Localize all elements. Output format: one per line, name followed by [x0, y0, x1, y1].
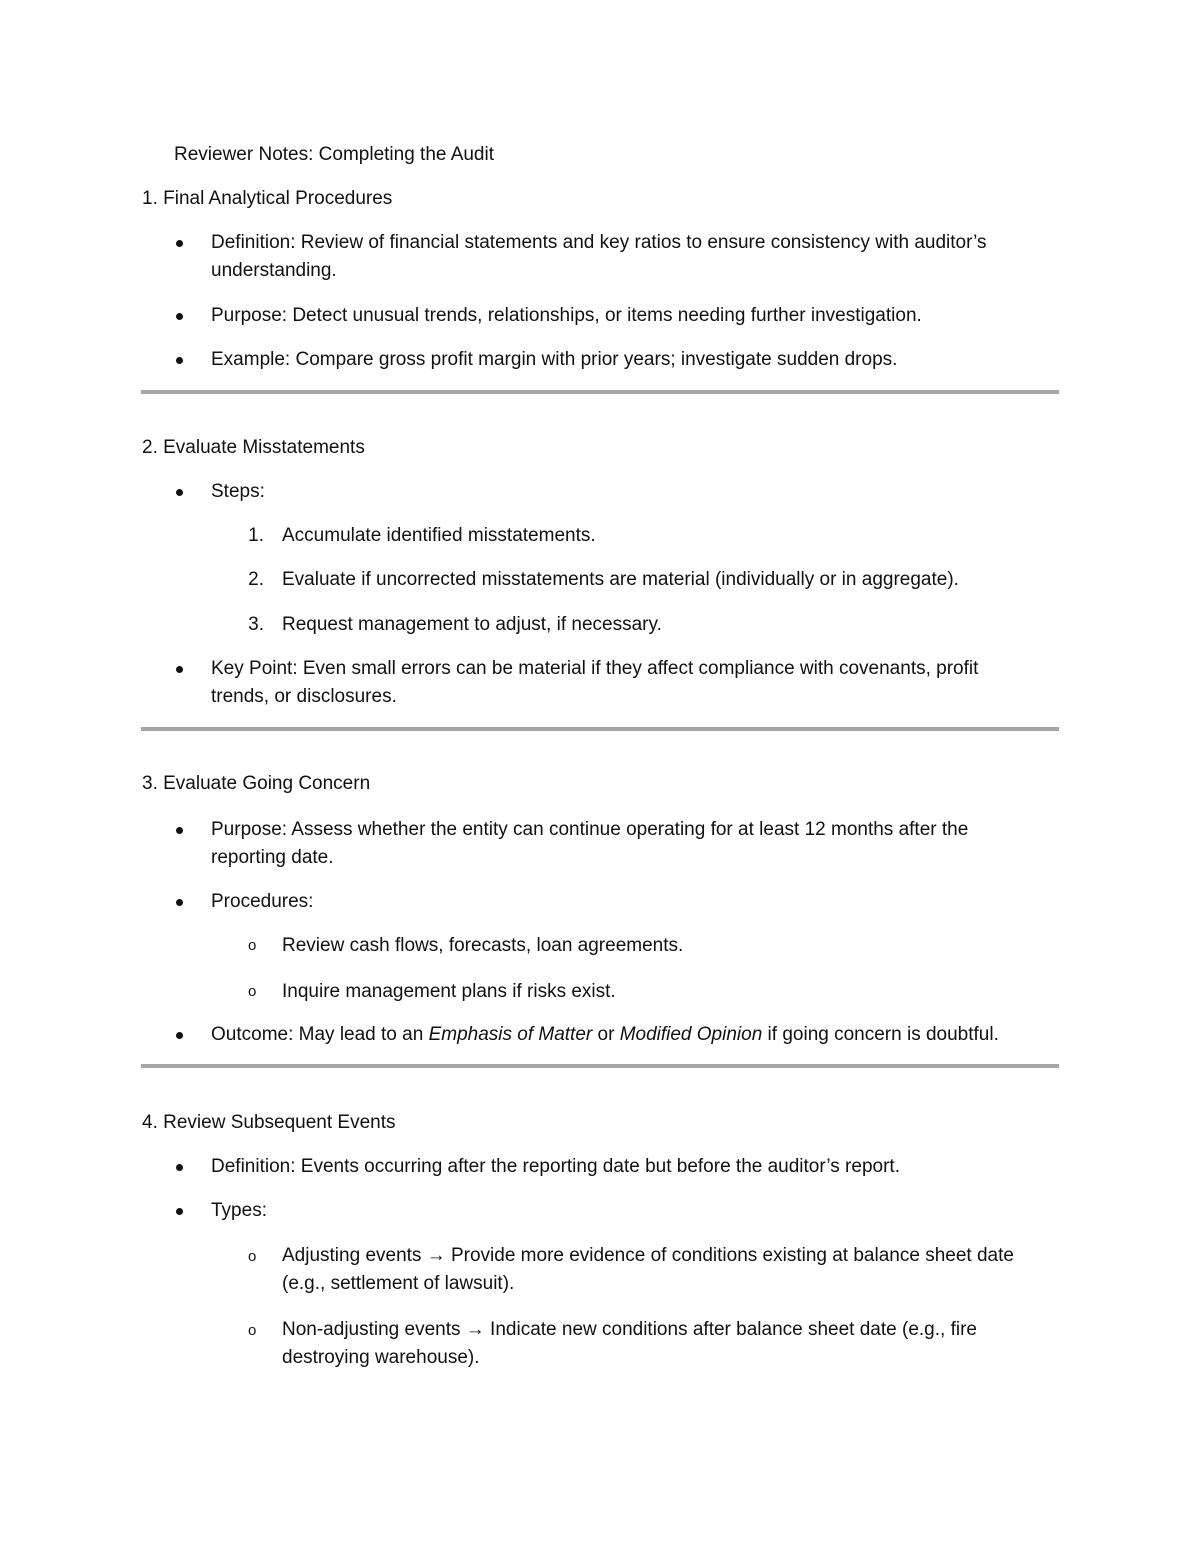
- s2-steps-label: Steps:: [211, 481, 265, 502]
- section-divider: [141, 390, 1059, 394]
- bullet-icon: [176, 1164, 183, 1171]
- bullet-icon: [176, 357, 183, 364]
- s4-types-label: Types:: [211, 1200, 267, 1221]
- bullet-icon: [176, 240, 183, 247]
- section-2-heading: 2. Evaluate Misstatements: [142, 437, 365, 458]
- type-item-line1: Non-adjusting events → Indicate new conditions after balance sheet date (e.g., fire: [282, 1319, 977, 1340]
- circle-bullet-icon: o: [248, 937, 257, 954]
- step-number: 3.: [248, 614, 264, 635]
- procedure-item: Review cash flows, forecasts, loan agreements.: [282, 935, 684, 956]
- s2-keypoint-line1: Key Point: Even small errors can be material if they affect compliance with covenants, profit: [211, 658, 979, 679]
- type-item-line1: Adjusting events → Provide more evidence of conditions existing at balance sheet date: [282, 1245, 1014, 1266]
- s1-definition-line1: Definition: Review of financial statements and key ratios to ensure consistency with auditor’s: [211, 232, 987, 253]
- bullet-icon: [176, 1208, 183, 1215]
- s1-purpose: Purpose: Detect unusual trends, relationships, or items needing further investigation.: [211, 305, 922, 326]
- s3-procedures-label: Procedures:: [211, 891, 314, 912]
- type-item-line2: (e.g., settlement of lawsuit).: [282, 1273, 515, 1294]
- section-divider: [141, 1064, 1059, 1068]
- emphasis-of-matter-term: Emphasis of Matter: [428, 1024, 593, 1045]
- step-text: Request management to adjust, if necessary.: [282, 614, 662, 635]
- circle-bullet-icon: o: [248, 1248, 257, 1265]
- s1-definition-line2: understanding.: [211, 260, 337, 281]
- circle-bullet-icon: o: [248, 1322, 257, 1339]
- section-divider: [141, 727, 1059, 731]
- bullet-icon: [176, 313, 183, 320]
- circle-bullet-icon: o: [248, 983, 257, 1000]
- s3-purpose-line2: reporting date.: [211, 847, 334, 868]
- section-4-heading: 4. Review Subsequent Events: [142, 1112, 396, 1133]
- bullet-icon: [176, 827, 183, 834]
- section-1-heading: 1. Final Analytical Procedures: [142, 188, 393, 209]
- modified-opinion-term: Modified Opinion: [619, 1024, 763, 1045]
- bullet-icon: [176, 899, 183, 906]
- s4-definition: Definition: Events occurring after the reporting date but before the auditor’s report.: [211, 1156, 900, 1177]
- s3-outcome: Outcome: May lead to an Emphasis of Matter or Modified Opinion if going concern is doubtful.: [211, 1024, 999, 1045]
- step-text: Evaluate if uncorrected misstatements are material (individually or in aggregate).: [282, 569, 959, 590]
- bullet-icon: [176, 489, 183, 496]
- procedure-item: Inquire management plans if risks exist.: [282, 981, 616, 1002]
- section-3-heading: 3. Evaluate Going Concern: [142, 773, 371, 794]
- step-number: 1.: [248, 525, 264, 546]
- type-item-line2: destroying warehouse).: [282, 1347, 480, 1368]
- s3-purpose-line1: Purpose: Assess whether the entity can continue operating for at least 12 months after the: [211, 819, 969, 840]
- s1-example: Example: Compare gross profit margin with prior years; investigate sudden drops.: [211, 349, 898, 370]
- bullet-icon: [176, 666, 183, 673]
- step-number: 2.: [248, 569, 264, 590]
- s2-keypoint-line2: trends, or disclosures.: [211, 686, 397, 707]
- step-text: Accumulate identified misstatements.: [282, 525, 596, 546]
- bullet-icon: [176, 1032, 183, 1039]
- document-title: Reviewer Notes: Completing the Audit: [174, 144, 494, 165]
